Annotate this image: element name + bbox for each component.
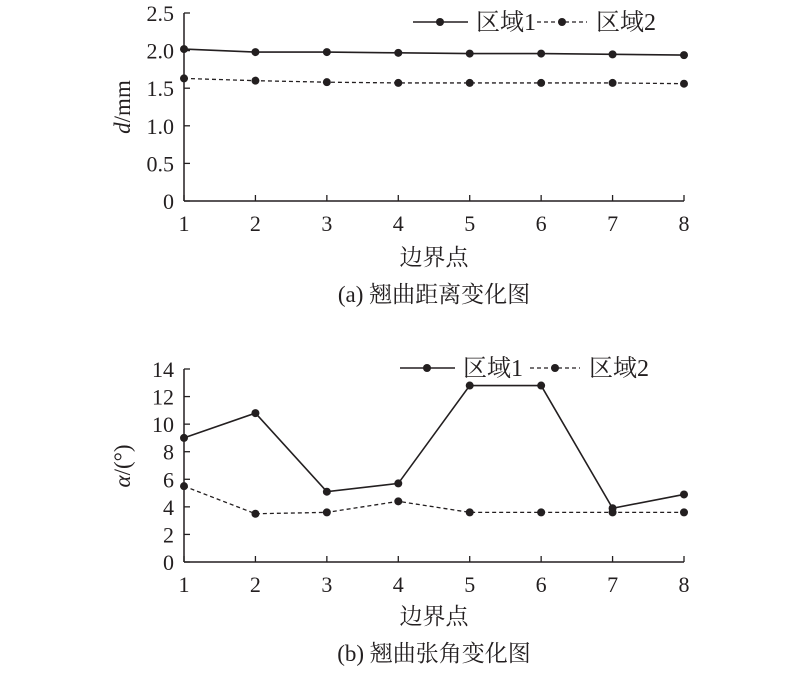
chart-a-series-2-point [609, 79, 617, 87]
chart-a-y-tick-label: 1.0 [146, 113, 174, 139]
chart-b-series-2-point [180, 482, 188, 490]
chart-b-y-tick-label: 4 [163, 494, 174, 520]
chart-b-series-1-point [394, 479, 402, 487]
chart-b-y-tick-label: 14 [152, 357, 174, 382]
chart-a-series-1-point [537, 50, 545, 58]
chart-b-legend-marker-1 [423, 364, 431, 372]
chart-b-series-2-point [394, 497, 402, 505]
chart-b-series-2-point [466, 508, 474, 516]
chart-a-series-1-point [251, 48, 259, 56]
chart-b-legend-marker-2 [551, 364, 559, 372]
chart-a-series-1-point [323, 48, 331, 56]
chart-b-series-1-point [180, 434, 188, 442]
chart-a-legend [413, 9, 656, 36]
chart-b-legend-label-2: 区域2 [589, 356, 649, 382]
chart-a-x-tick-label: 3 [321, 211, 333, 236]
chart-b-x-tick-label: 7 [607, 572, 619, 597]
chart-b-series-2-point [680, 508, 688, 516]
chart-a-caption: (a) 翘曲距离变化图 [337, 282, 531, 307]
chart-b-y-axis-var: α [110, 475, 135, 488]
chart-a-series-2-point [680, 80, 688, 88]
chart-a-series-1-point [394, 49, 402, 57]
chart-a-x-tick-label: 5 [464, 211, 476, 236]
chart-a-legend-marker-1 [436, 18, 444, 26]
chart-a-series-1-point [180, 45, 188, 53]
chart-a-x-tick-label: 8 [678, 211, 690, 236]
chart-b-series-1-point [251, 409, 259, 417]
chart-b-y-axis-title [110, 445, 135, 488]
chart-a-x-tick-label: 6 [535, 211, 547, 236]
chart-b-x-tick-label: 8 [678, 572, 690, 597]
chart-a-series-1-point [609, 50, 617, 58]
chart-b-series-2-point [251, 510, 259, 518]
chart-a-x-tick-label: 1 [178, 211, 190, 236]
chart-b-y-tick-label: 10 [152, 412, 174, 438]
chart-b-y-tick-label: 6 [163, 467, 174, 493]
chart-a-legend-marker-2 [558, 18, 566, 26]
chart-b-x-axis-title: 边界点 [399, 604, 469, 629]
chart-b-y-tick-label: 0 [163, 550, 174, 575]
chart-a-y-axis-var: d [110, 122, 135, 134]
chart-b-series-1-point [323, 488, 331, 496]
chart-b-x-tick-label: 4 [392, 572, 404, 597]
chart-b-series-2-point [609, 508, 617, 516]
chart-a-legend-label-2: 区域2 [596, 10, 656, 36]
chart-b-x-tick-label: 5 [464, 572, 476, 597]
chart-b-y-tick-label: 12 [152, 384, 174, 410]
chart-b-legend-label-1: 区域1 [463, 356, 523, 382]
chart-a-series-2-point [394, 79, 402, 87]
chart-b-x-tick-label: 6 [535, 572, 547, 597]
chart-a-x-axis-title: 边界点 [399, 245, 469, 270]
chart-a-legend-label-1: 区域1 [476, 10, 536, 36]
chart-a-series-2-point [323, 78, 331, 86]
chart-b-caption: (b) 翘曲张角变化图 [337, 641, 531, 666]
chart-b-series [180, 382, 688, 518]
chart-a-warp-distance [110, 1, 690, 307]
chart-b-series-2-point [323, 508, 331, 516]
chart-a-y-tick-label: 0 [163, 189, 174, 214]
chart-a-series [180, 45, 688, 88]
chart-b-series-2-point [537, 508, 545, 516]
chart-b-warp-angle [110, 355, 690, 666]
chart-a-series-1-point [680, 51, 688, 59]
chart-a-y-tick-label: 2.5 [146, 1, 174, 26]
chart-a-y-axis-title [110, 80, 135, 134]
chart-a-series-2-point [537, 79, 545, 87]
chart-a-x-tick-label: 7 [607, 211, 619, 236]
chart-b-x-tick-label: 3 [321, 572, 333, 597]
chart-b-y-tick-label: 8 [163, 439, 174, 465]
chart-a-series-2-point [466, 79, 474, 87]
chart-a-series-1-point [466, 50, 474, 58]
chart-b-x-tick-label: 1 [178, 572, 190, 597]
chart-a-y-tick-label: 2.0 [146, 38, 174, 64]
chart-b-series-1-point [537, 382, 545, 390]
chart-a-x-tick-label: 2 [249, 211, 261, 236]
chart-b-y-tick-label: 2 [163, 522, 174, 548]
chart-a-y-tick-label: 0.5 [146, 151, 174, 177]
chart-b-series-1-line [184, 386, 684, 509]
chart-a-x-tick-label: 4 [392, 211, 404, 236]
chart-a-series-2-point [180, 74, 188, 82]
chart-b-y-axis-unit: /(°) [110, 444, 135, 476]
chart-b-x-tick-label: 2 [249, 572, 261, 597]
chart-b-series-1-point [680, 490, 688, 498]
chart-a-y-tick-label: 1.5 [146, 76, 174, 102]
chart-a-y-axis-unit: /mm [110, 80, 135, 123]
chart-a-series-2-point [251, 77, 259, 85]
chart-b-series-1-point [466, 382, 474, 390]
chart-b-legend [400, 355, 649, 382]
